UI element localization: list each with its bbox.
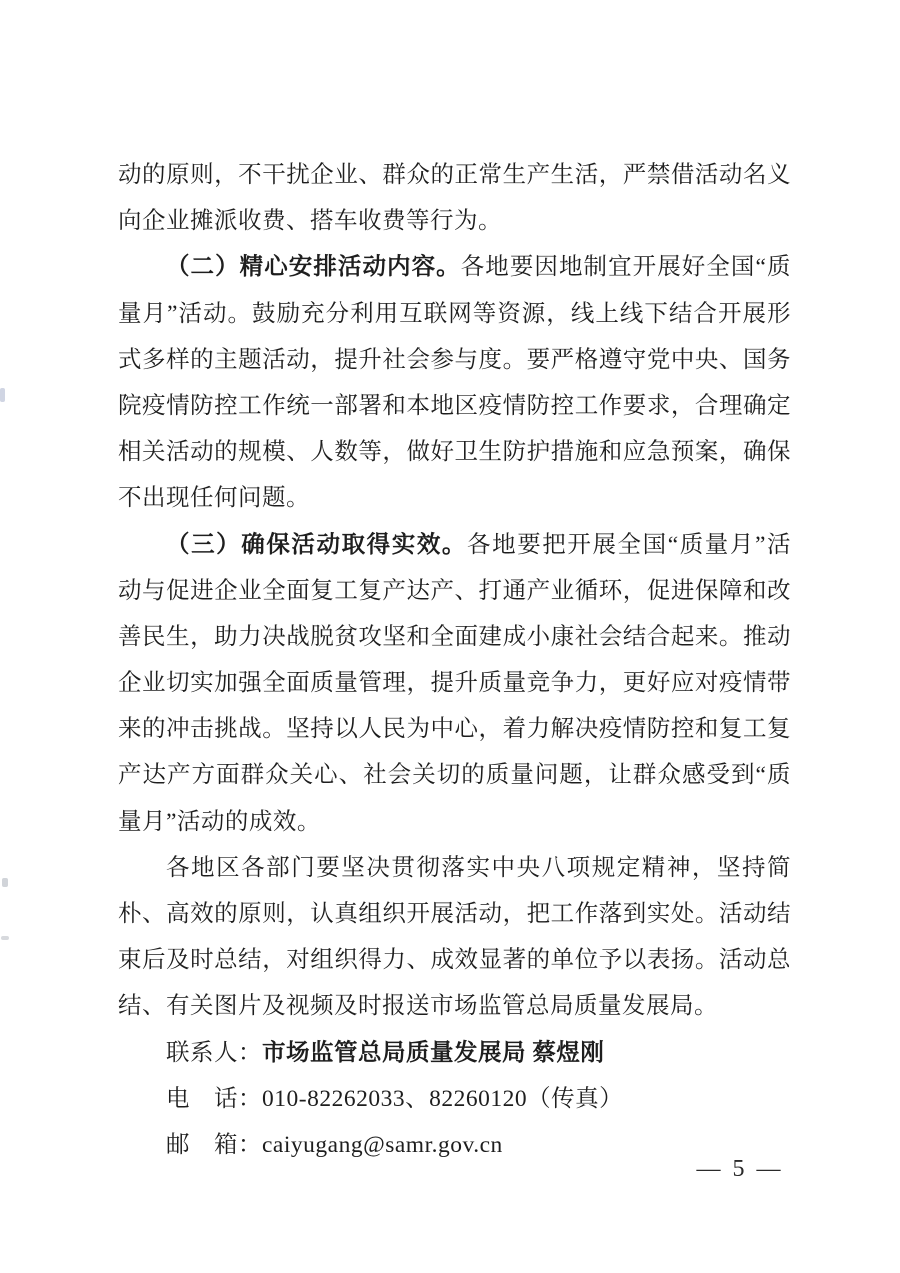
body-text: 产达产方面群众关心、社会关切的质量问题，让群众感受到“质 <box>118 762 791 789</box>
body-text: 动的原则，不干扰企业、群众的正常生产生活，严禁借活动名义 <box>118 162 791 188</box>
text-line <box>118 983 791 1029</box>
body-text: 束后及时总结，对组织得力、成效显著的单位予以表扬。活动总 <box>118 947 791 974</box>
body-text: 邮 箱：caiyugang@samr.gov.cn <box>166 1131 503 1158</box>
body-text: 企业切实加强全面质量管理，提升质量竞争力，更好应对疫情带 <box>118 670 791 697</box>
text-line <box>118 1030 791 1076</box>
body-text: 来的冲击挑战。坚持以人民为中心，着力解决疫情防控和复工复 <box>118 716 791 743</box>
text-line <box>118 291 791 337</box>
body-text: 朴、高效的原则，认真组织开展活动，把工作落到实处。活动结 <box>118 901 791 927</box>
emphasis-text: 市场监管总局质量发展局 蔡煜刚 <box>262 1039 605 1066</box>
scan-artifact <box>2 878 8 887</box>
body-text: 善民生，助力决战脱贫攻坚和全面建成小康社会结合起来。推动 <box>118 623 791 650</box>
page-number <box>660 1156 820 1183</box>
body-text: 动与促进企业全面复工复产达产、打通产业循环，促进保障和改 <box>118 577 791 604</box>
text-line <box>118 568 791 614</box>
page-number-text: — 5 — <box>696 1156 784 1182</box>
text-line <box>118 337 791 383</box>
body-text: 相关活动的规模、人数等，做好卫生防护措施和应急预案，确保 <box>118 439 791 466</box>
body-text: 院疫情防控工作统一部署和本地区疫情防控工作要求，合理确定 <box>118 392 791 419</box>
emphasis-text: （三）确保活动取得实效。 <box>166 531 468 558</box>
body-text: 量月”活动。鼓励充分利用互联网等资源，线上线下结合开展形 <box>118 300 791 327</box>
body-text: 各地要因地制宜开展好全国“质 <box>460 254 791 281</box>
text-line <box>118 244 791 290</box>
body-text: 式多样的主题活动，提升社会参与度。要严格遵守党中央、国务 <box>118 346 791 373</box>
text-line <box>118 706 791 752</box>
text-line <box>118 429 791 475</box>
body-text: 各地区各部门要坚决贯彻落实中央八项规定精神，坚持简 <box>166 854 791 881</box>
text-line <box>118 845 791 891</box>
text-line <box>118 660 791 706</box>
document-body <box>118 152 791 1168</box>
body-text: 联系人： <box>166 1039 262 1066</box>
body-text: 结、有关图片及视频及时报送市场监管总局质量发展局。 <box>118 993 718 1020</box>
body-text: 电 话：010-82262033、82260120（传真） <box>166 1085 624 1112</box>
text-line <box>118 799 791 845</box>
scan-artifact <box>1 936 9 940</box>
body-text: 各地要把开展全国“质量月”活 <box>467 531 791 558</box>
text-line <box>118 383 791 429</box>
text-line <box>118 937 791 983</box>
text-line <box>118 152 791 198</box>
emphasis-text: （二）精心安排活动内容。 <box>166 254 461 281</box>
body-text: 向企业摊派收费、搭车收费等行为。 <box>118 208 502 235</box>
scan-artifact <box>0 388 5 402</box>
text-line <box>118 891 791 937</box>
text-line <box>118 475 791 521</box>
text-line <box>118 198 791 244</box>
text-line <box>118 522 791 568</box>
text-line <box>118 1076 791 1122</box>
text-line <box>118 614 791 660</box>
body-text: 不出现任何问题。 <box>118 485 310 512</box>
text-line <box>118 752 791 798</box>
body-text: 量月”活动的成效。 <box>118 808 321 835</box>
